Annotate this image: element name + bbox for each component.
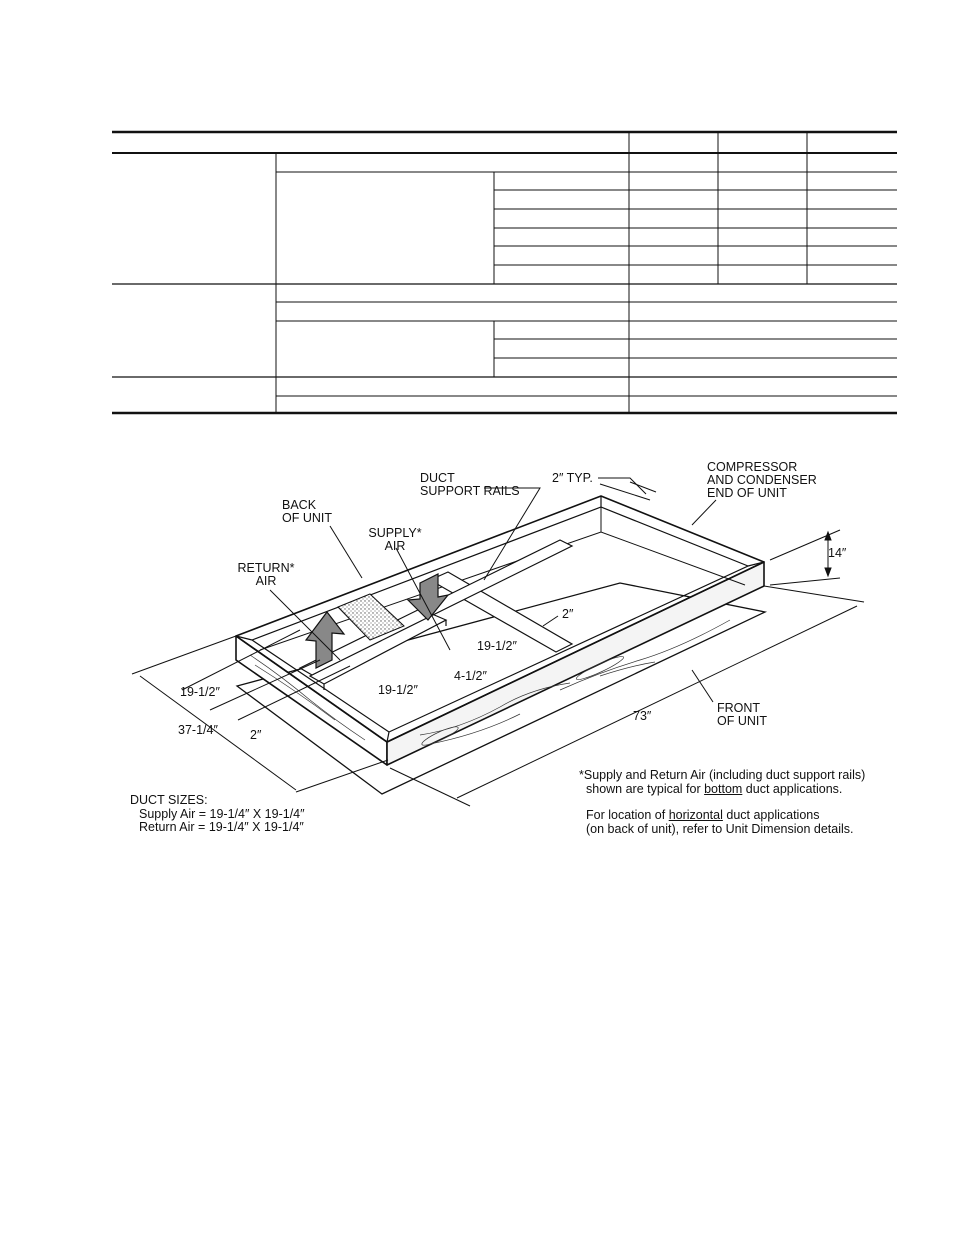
dim-19-half-top-label: 19-1/2″ [477,639,517,653]
dim-2-bottom-label: 2″ [250,728,262,742]
notes-block [579,768,865,836]
dim-4-half-label: 4-1/2″ [454,669,487,683]
duct-sizes-block [130,794,305,835]
dim-2-rail-label: 2″ [562,607,574,621]
note-line-2: shown are typical for bottom duct applications. [586,782,843,796]
back-of-unit-label: BACK OF UNIT [282,498,332,525]
note-line-4: (on back of unit), refer to Unit Dimension details. [586,822,854,836]
duct-sizes-title: DUCT SIZES: [130,793,208,807]
compressor-end-label: COMPRESSOR AND CONDENSER END OF UNIT [707,460,817,500]
dim-19-half-left-label: 19-1/2″ [180,685,220,699]
duct-sizes-supply: Supply Air = 19-1/4″ X 19-1/4″ [139,806,305,821]
roof-curb-drawing [0,440,954,860]
duct-support-rails-label: DUCT SUPPORT RAILS [420,471,520,498]
front-of-unit-label: FRONT OF UNIT [717,701,767,728]
spec-table [0,0,954,430]
dim-14-label: 14″ [828,546,847,560]
dim-19-half-bottom-label: 19-1/2″ [378,683,418,697]
duct-sizes-return: Return Air = 19-1/4″ X 19-1/4″ [139,820,304,834]
dim-37-label: 37-1/4″ [178,723,218,737]
dim-73-label: 73″ [633,709,652,723]
supply-air-label: SUPPLY* AIR [368,526,422,553]
typ-2-label: 2″ TYP. [552,471,593,485]
note-line-3: For location of horizontal duct applications [586,808,820,822]
return-air-label: RETURN* AIR [237,561,295,588]
note-line-1: *Supply and Return Air (including duct support rails) [579,768,866,782]
